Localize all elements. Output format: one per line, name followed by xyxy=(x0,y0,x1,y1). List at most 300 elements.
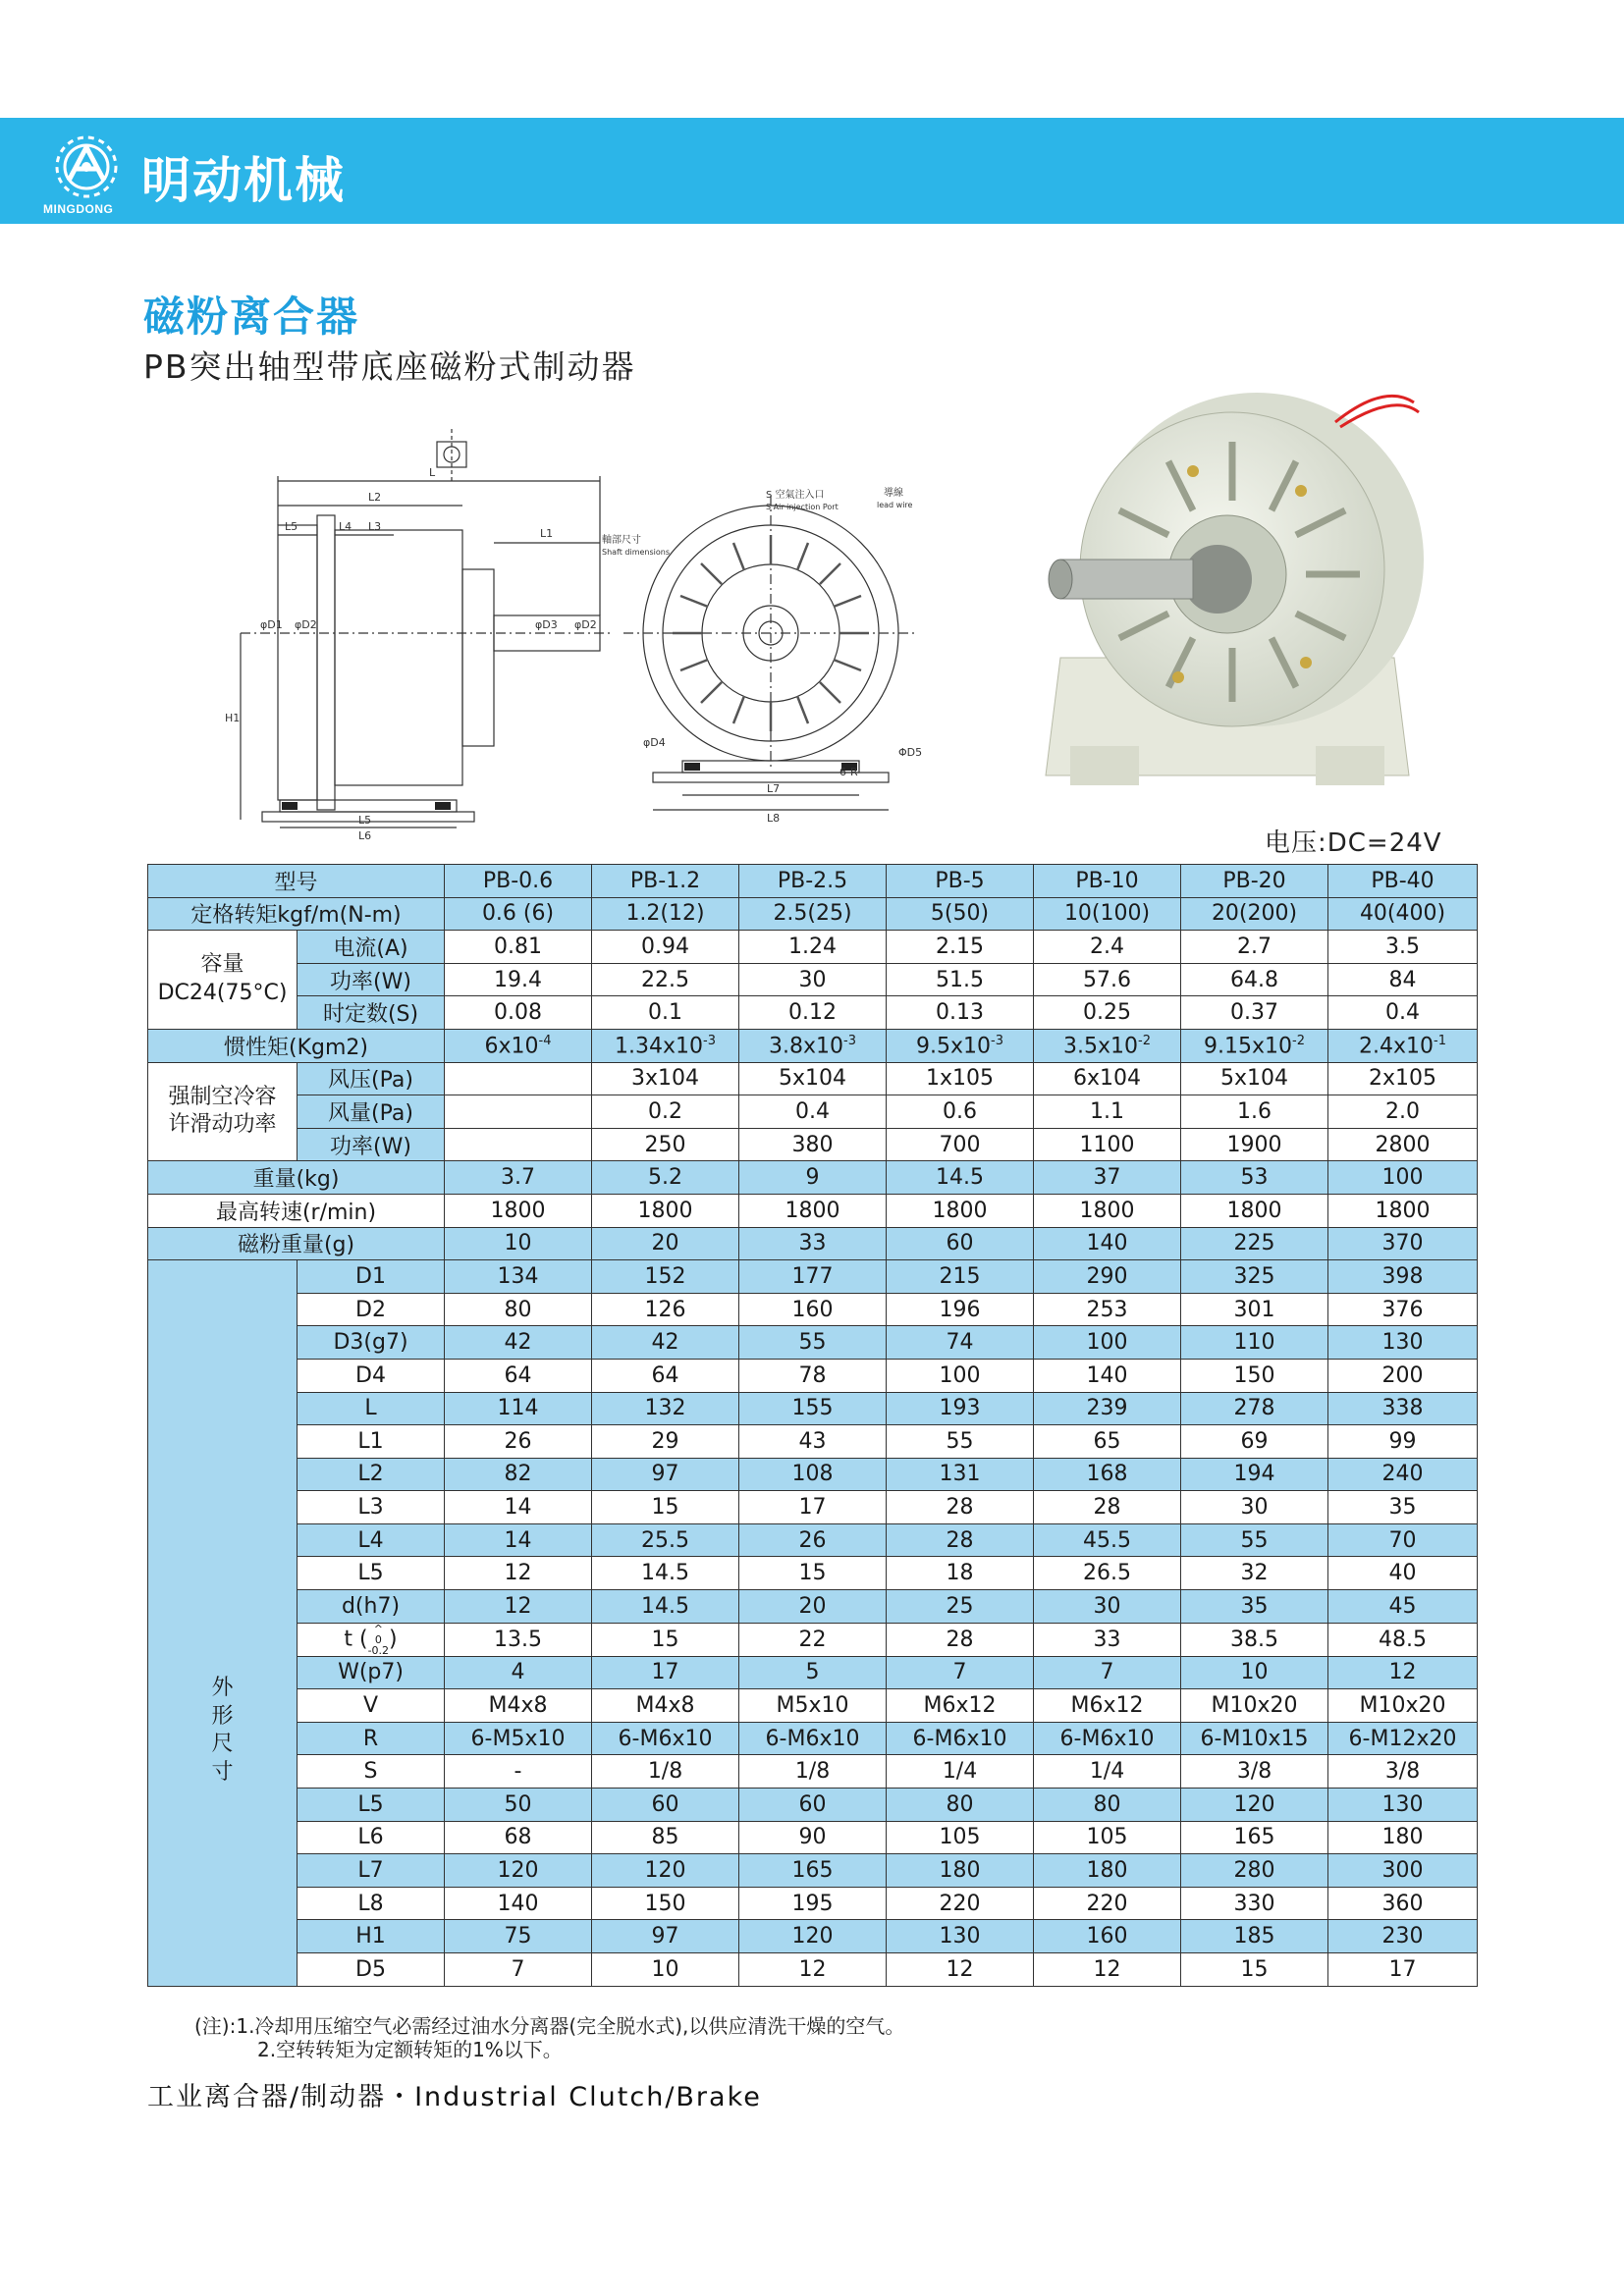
capacity-group-label xyxy=(148,931,298,1030)
dimension-group-char: 形 xyxy=(211,1703,234,1729)
sub-row-label: D5 xyxy=(298,1953,445,1987)
row-label: 重量(kg) xyxy=(148,1161,445,1195)
dim-label-phiD1: φD1 xyxy=(260,618,283,631)
value-cell: 30 xyxy=(1034,1590,1181,1624)
value-cell: 140 xyxy=(445,1887,592,1920)
sub-row-label: L8 xyxy=(298,1887,445,1920)
value-cell: 82 xyxy=(445,1458,592,1491)
value-cell: 160 xyxy=(739,1293,887,1326)
shaft-dimensions-label: 軸部尺寸 xyxy=(602,535,641,546)
value-cell: 3.7 xyxy=(445,1161,592,1195)
value-cell: 0.81 xyxy=(445,931,592,964)
value-cell: 380 xyxy=(739,1128,887,1161)
dim-label-L7: L7 xyxy=(767,782,781,795)
value-cell: 15 xyxy=(1181,1953,1328,1987)
value-cell: 18 xyxy=(887,1557,1034,1590)
value-cell: 200 xyxy=(1328,1359,1478,1392)
sub-row-label: L2 xyxy=(298,1458,445,1491)
table-row-inertia xyxy=(148,1029,1478,1062)
value-cell: 25.5 xyxy=(592,1523,739,1557)
value-cell: 0.4 xyxy=(1328,996,1478,1030)
table-row-capacity xyxy=(148,963,1478,996)
value-cell: 42 xyxy=(445,1326,592,1360)
value-cell: 100 xyxy=(887,1359,1034,1392)
value-cell: 78 xyxy=(739,1359,887,1392)
exponent: -2 xyxy=(1292,1033,1305,1048)
sub-row-label: 功率(W) xyxy=(298,963,445,996)
dim-label-L5: L5 xyxy=(285,520,298,533)
value-cell: 290 xyxy=(1034,1260,1181,1294)
value-cell: 29 xyxy=(592,1425,739,1459)
value-cell: 0.37 xyxy=(1181,996,1328,1030)
value-cell: 0.13 xyxy=(887,996,1034,1030)
value-cell: 130 xyxy=(1328,1789,1478,1822)
header-band xyxy=(0,118,1624,224)
value-cell: M6x12 xyxy=(887,1689,1034,1723)
value-cell: 10(100) xyxy=(1034,897,1181,931)
value-cell: 97 xyxy=(592,1458,739,1491)
value-cell: 338 xyxy=(1328,1392,1478,1425)
value-cell: 6x104 xyxy=(1034,1062,1181,1095)
value-cell: 220 xyxy=(1034,1887,1181,1920)
value-cell: 14 xyxy=(445,1523,592,1557)
dimension-group-label xyxy=(148,1260,298,1986)
table-row-capacity xyxy=(148,996,1478,1030)
table-row-single xyxy=(148,1161,1478,1195)
product-photo xyxy=(1021,363,1434,815)
value-cell: 278 xyxy=(1181,1392,1328,1425)
value-cell: 90 xyxy=(739,1821,887,1854)
table-row-dimension xyxy=(148,1689,1478,1723)
value-cell: 5(50) xyxy=(887,897,1034,931)
header-model-cell: PB-0.6 xyxy=(445,865,592,898)
table-row-dimension xyxy=(148,1590,1478,1624)
row-label: 惯性矩(Kgm2) xyxy=(148,1029,445,1062)
tolerance-lower: -0.2 xyxy=(367,1643,390,1657)
value-cell: 1900 xyxy=(1181,1128,1328,1161)
value-cell: 25 xyxy=(887,1590,1034,1624)
table-row-single xyxy=(148,1194,1478,1227)
value-cell: $3.5x10^{-2}$ xyxy=(1034,1029,1181,1062)
value-cell: 6-M5x10 xyxy=(445,1722,592,1755)
lead-wire-label: 導線 xyxy=(884,488,903,499)
table-row-dimension xyxy=(148,1656,1478,1689)
value-cell: 239 xyxy=(1034,1392,1181,1425)
value-cell: 177 xyxy=(739,1260,887,1294)
value-cell: 3/8 xyxy=(1181,1755,1328,1789)
value-cell: 13.5 xyxy=(445,1623,592,1656)
value-cell: 250 xyxy=(592,1128,739,1161)
value-cell: 2x105 xyxy=(1328,1062,1478,1095)
value-cell: 60 xyxy=(887,1227,1034,1260)
value-cell: 14.5 xyxy=(592,1557,739,1590)
value-cell: 55 xyxy=(1181,1523,1328,1557)
value-cell: 155 xyxy=(739,1392,887,1425)
table-row-dimension xyxy=(148,1821,1478,1854)
value-cell: 17 xyxy=(592,1656,739,1689)
dimension-group-char: 寸 xyxy=(211,1759,234,1785)
value-cell: 100 xyxy=(1034,1326,1181,1360)
header-model-cell: PB-40 xyxy=(1328,865,1478,898)
value-cell: 253 xyxy=(1034,1293,1181,1326)
value-cell: 17 xyxy=(739,1491,887,1524)
value-cell: 114 xyxy=(445,1392,592,1425)
sub-row-label: L6 xyxy=(298,1821,445,1854)
sub-row-label: W(p7) xyxy=(298,1656,445,1689)
header-model-label: 型号 xyxy=(148,865,445,898)
dim-label-L4: L4 xyxy=(339,520,352,533)
value-cell: 1800 xyxy=(445,1194,592,1227)
value-cell: 12 xyxy=(1328,1656,1478,1689)
value-cell: 165 xyxy=(739,1854,887,1888)
sub-row-label: L7 xyxy=(298,1854,445,1888)
value-cell: 105 xyxy=(1034,1821,1181,1854)
table-row-dimension xyxy=(148,1920,1478,1953)
air-port-label-en: S Air injection Port xyxy=(766,503,839,511)
value-cell: 80 xyxy=(445,1293,592,1326)
value-cell: 105 xyxy=(887,1821,1034,1854)
value-cell: 0.6 xyxy=(887,1095,1034,1129)
value-cell: $1.34x10^{-3}$ xyxy=(592,1029,739,1062)
value-cell: 1/8 xyxy=(739,1755,887,1789)
value-cell: 700 xyxy=(887,1128,1034,1161)
value-cell: 7 xyxy=(1034,1656,1181,1689)
dim-label-L5-bottom: L5 xyxy=(358,814,372,827)
value-cell xyxy=(445,1062,592,1095)
value-cell: 14.5 xyxy=(887,1161,1034,1195)
value-cell: 1x105 xyxy=(887,1062,1034,1095)
value-cell: 376 xyxy=(1328,1293,1478,1326)
value-cell: 5x104 xyxy=(1181,1062,1328,1095)
table-row-dimension xyxy=(148,1854,1478,1888)
value-cell: 50 xyxy=(445,1789,592,1822)
dimension-group-char: 外 xyxy=(211,1676,234,1701)
value-cell: 185 xyxy=(1181,1920,1328,1953)
product-category-title: 磁粉离合器 xyxy=(143,293,360,341)
footer-text: 工业离合器/制动器・Industrial Clutch/Brake xyxy=(147,2082,762,2112)
value-cell: M5x10 xyxy=(739,1689,887,1723)
value-cell: 2.5(25) xyxy=(739,897,887,931)
header-model-cell: PB-1.2 xyxy=(592,865,739,898)
value-cell: 57.6 xyxy=(1034,963,1181,996)
value-cell: 28 xyxy=(887,1623,1034,1656)
table-row-single xyxy=(148,1227,1478,1260)
value-cell: 15 xyxy=(592,1623,739,1656)
value-cell: 20(200) xyxy=(1181,897,1328,931)
value-cell: 26 xyxy=(739,1523,887,1557)
value-cell: M6x12 xyxy=(1034,1689,1181,1723)
row-label: 磁粉重量(g) xyxy=(148,1227,445,1260)
value-cell: 130 xyxy=(1328,1326,1478,1360)
value-cell: 1800 xyxy=(887,1194,1034,1227)
sub-row-label: 电流(A) xyxy=(298,931,445,964)
tolerance xyxy=(368,1624,389,1656)
value-cell: 152 xyxy=(592,1260,739,1294)
value-cell: 45.5 xyxy=(1034,1523,1181,1557)
sub-row-label: D4 xyxy=(298,1359,445,1392)
value-cell: 40(400) xyxy=(1328,897,1478,931)
value-cell: 33 xyxy=(1034,1623,1181,1656)
value-cell: 28 xyxy=(887,1523,1034,1557)
value-cell: 42 xyxy=(592,1326,739,1360)
value-cell: 240 xyxy=(1328,1458,1478,1491)
capacity-group-line1: 容量 xyxy=(200,952,244,978)
tolerance-mark: ^ xyxy=(373,1622,383,1635)
value-cell: 100 xyxy=(1328,1161,1478,1195)
dim-label-L8: L8 xyxy=(767,812,781,825)
value-cell: 196 xyxy=(887,1293,1034,1326)
table-row-dimension xyxy=(148,1359,1478,1392)
table-row-dimension xyxy=(148,1425,1478,1459)
table-row-dimension xyxy=(148,1887,1478,1920)
value-cell: $9.15x10^{-2}$ xyxy=(1181,1029,1328,1062)
value-cell: 5.2 xyxy=(592,1161,739,1195)
table-row-torque xyxy=(148,897,1478,931)
value-cell: 195 xyxy=(739,1887,887,1920)
value-cell: 80 xyxy=(1034,1789,1181,1822)
value-cell: 120 xyxy=(1181,1789,1328,1822)
value-cell: 7 xyxy=(887,1656,1034,1689)
dim-label-L6: L6 xyxy=(358,829,372,842)
table-row-dimension xyxy=(148,1392,1478,1425)
value-cell: 15 xyxy=(592,1491,739,1524)
value-cell: 370 xyxy=(1328,1227,1478,1260)
value-cell: 300 xyxy=(1328,1854,1478,1888)
value-cell: 65 xyxy=(1034,1425,1181,1459)
dim-label-H1: H1 xyxy=(225,712,241,724)
dim-label-phiD2: φD2 xyxy=(295,618,317,631)
sub-row-label: S xyxy=(298,1755,445,1789)
value-cell: 0.12 xyxy=(739,996,887,1030)
value-cell: 6-M6x10 xyxy=(887,1722,1034,1755)
tolerance-upper: 0 xyxy=(374,1632,382,1646)
sub-row-label: 风量(Pa) xyxy=(298,1095,445,1129)
dim-label-L: L xyxy=(429,466,436,479)
value-cell: M10x20 xyxy=(1328,1689,1478,1723)
value-cell: M4x8 xyxy=(592,1689,739,1723)
value-cell: 22 xyxy=(739,1623,887,1656)
value-cell: 53 xyxy=(1181,1161,1328,1195)
table-row-capacity xyxy=(148,931,1478,964)
value-cell: 64 xyxy=(592,1359,739,1392)
value-cell: 26 xyxy=(445,1425,592,1459)
value-cell: 330 xyxy=(1181,1887,1328,1920)
value-cell: 180 xyxy=(1328,1821,1478,1854)
value-cell: 14.5 xyxy=(592,1590,739,1624)
table-row-dimension xyxy=(148,1458,1478,1491)
value-cell: 99 xyxy=(1328,1425,1478,1459)
value-cell: 0.1 xyxy=(592,996,739,1030)
value-cell: 60 xyxy=(592,1789,739,1822)
value-cell: 6-M6x10 xyxy=(739,1722,887,1755)
value-cell: 2.15 xyxy=(887,931,1034,964)
value-cell: 193 xyxy=(887,1392,1034,1425)
value-cell: 2.4 xyxy=(1034,931,1181,964)
value-cell: 301 xyxy=(1181,1293,1328,1326)
value-cell: 225 xyxy=(1181,1227,1328,1260)
value-cell: 9 xyxy=(739,1161,887,1195)
value-cell: 360 xyxy=(1328,1887,1478,1920)
value-cell: M4x8 xyxy=(445,1689,592,1723)
technical-drawing xyxy=(221,407,947,842)
sub-row-label: L4 xyxy=(298,1523,445,1557)
sub-row-label: D1 xyxy=(298,1260,445,1294)
value-cell: 85 xyxy=(592,1821,739,1854)
sub-row-label: V xyxy=(298,1689,445,1723)
value-cell: 28 xyxy=(887,1491,1034,1524)
header-model-cell: PB-5 xyxy=(887,865,1034,898)
value-cell: 140 xyxy=(1034,1359,1181,1392)
value-cell: $9.5x10^{-3}$ xyxy=(887,1029,1034,1062)
value-cell: 55 xyxy=(739,1326,887,1360)
value-cell: 215 xyxy=(887,1260,1034,1294)
sub-row-label: H1 xyxy=(298,1920,445,1953)
capacity-group-line2: DC24(75°C) xyxy=(157,981,288,1006)
value-cell: 131 xyxy=(887,1458,1034,1491)
value-cell: 325 xyxy=(1181,1260,1328,1294)
value-cell: 0.4 xyxy=(739,1095,887,1129)
exponent: -2 xyxy=(1138,1033,1151,1048)
value-cell: 168 xyxy=(1034,1458,1181,1491)
value-cell: 74 xyxy=(887,1326,1034,1360)
row-label: 最高转速(r/min) xyxy=(148,1194,445,1227)
value-cell: 75 xyxy=(445,1920,592,1953)
value-cell: 220 xyxy=(887,1887,1034,1920)
table-row-dimension xyxy=(148,1722,1478,1755)
cooling-group-line1: 强制空冷容 xyxy=(168,1084,277,1109)
value-cell: 10 xyxy=(445,1227,592,1260)
exponent: -3 xyxy=(991,1033,1003,1048)
value-cell: 20 xyxy=(739,1590,887,1624)
dimension-group-char: 尺 xyxy=(211,1732,234,1757)
value-cell: 3.5 xyxy=(1328,931,1478,964)
header-model-cell: PB-2.5 xyxy=(739,865,887,898)
value-cell: 194 xyxy=(1181,1458,1328,1491)
table-row-dimension xyxy=(148,1326,1478,1360)
sub-row-label: t ( ^ 0 -0.2 ) xyxy=(298,1623,445,1656)
cooling-group-label xyxy=(148,1062,298,1161)
value-cell: 12 xyxy=(445,1590,592,1624)
table-row-dimension xyxy=(148,1755,1478,1789)
value-cell: 126 xyxy=(592,1293,739,1326)
value-cell: 230 xyxy=(1328,1920,1478,1953)
value-cell: 0.94 xyxy=(592,931,739,964)
dim-label-phiD3: φD3 xyxy=(535,618,558,631)
specification-table xyxy=(147,864,1478,1987)
value-cell: 180 xyxy=(887,1854,1034,1888)
exponent: -3 xyxy=(843,1033,856,1048)
header-model-cell: PB-20 xyxy=(1181,865,1328,898)
sub-row-label: L1 xyxy=(298,1425,445,1459)
value-cell: 165 xyxy=(1181,1821,1328,1854)
value-cell: 280 xyxy=(1181,1854,1328,1888)
value-cell: 140 xyxy=(1034,1227,1181,1260)
value-cell: 1800 xyxy=(1181,1194,1328,1227)
value-cell: 0.08 xyxy=(445,996,592,1030)
value-cell: 0.2 xyxy=(592,1095,739,1129)
value-cell: 51.5 xyxy=(887,963,1034,996)
sub-row-label: 风压(Pa) xyxy=(298,1062,445,1095)
value-cell: 84 xyxy=(1328,963,1478,996)
value-cell: 2.7 xyxy=(1181,931,1328,964)
value-cell: 1/4 xyxy=(1034,1755,1181,1789)
dim-label-L2: L2 xyxy=(368,491,382,504)
value-cell: $6x10^{-4}$ xyxy=(445,1029,592,1062)
value-cell: 0.6 (6) xyxy=(445,897,592,931)
air-port-label: S 空氣注入口 xyxy=(766,490,825,501)
value-cell: 30 xyxy=(1181,1491,1328,1524)
value-cell: 70 xyxy=(1328,1523,1478,1557)
header-model-cell: PB-10 xyxy=(1034,865,1181,898)
value-cell: 10 xyxy=(592,1953,739,1987)
value-cell: 64.8 xyxy=(1181,963,1328,996)
value-cell: 68 xyxy=(445,1821,592,1854)
value-cell: 45 xyxy=(1328,1590,1478,1624)
sub-row-label: L xyxy=(298,1392,445,1425)
value-cell: 398 xyxy=(1328,1260,1478,1294)
sub-row-label: L3 xyxy=(298,1491,445,1524)
value-cell: - xyxy=(445,1755,592,1789)
value-cell: 5x104 xyxy=(739,1062,887,1095)
sub-row-label: 时定数(S) xyxy=(298,996,445,1030)
sub-row-label: L5 xyxy=(298,1557,445,1590)
value-cell: 160 xyxy=(1034,1920,1181,1953)
value-cell: 150 xyxy=(1181,1359,1328,1392)
value-cell: 134 xyxy=(445,1260,592,1294)
table-row-dimension xyxy=(148,1557,1478,1590)
value-cell: 108 xyxy=(739,1458,887,1491)
table-row-cooling xyxy=(148,1095,1478,1129)
value-cell: 7 xyxy=(445,1953,592,1987)
value-cell: $3.8x10^{-3}$ xyxy=(739,1029,887,1062)
value-cell: 110 xyxy=(1181,1326,1328,1360)
value-cell: 20 xyxy=(592,1227,739,1260)
table-row-dimension xyxy=(148,1293,1478,1326)
value-cell: 17 xyxy=(1328,1953,1478,1987)
value-cell: 69 xyxy=(1181,1425,1328,1459)
dim-label-phiD2b: φD2 xyxy=(574,618,597,631)
value-cell: 120 xyxy=(592,1854,739,1888)
value-cell: 26.5 xyxy=(1034,1557,1181,1590)
value-cell: 1800 xyxy=(1328,1194,1478,1227)
value-cell: 14 xyxy=(445,1491,592,1524)
value-cell: 35 xyxy=(1328,1491,1478,1524)
note-line-1: (注):1.冷却用压缩空气必需经过油水分离器(完全脱水式),以供应清洗干燥的空气。 xyxy=(194,2014,905,2038)
value-cell: 1.2(12) xyxy=(592,897,739,931)
table-row-dimension xyxy=(148,1491,1478,1524)
value-cell: 132 xyxy=(592,1392,739,1425)
value-cell: 28 xyxy=(1034,1491,1181,1524)
value-cell: 130 xyxy=(887,1920,1034,1953)
value-cell: 1800 xyxy=(1034,1194,1181,1227)
row-label: 定格转矩kgf/m(N-m) xyxy=(148,897,445,931)
value-cell: 6-M6x10 xyxy=(592,1722,739,1755)
value-cell: 1800 xyxy=(739,1194,887,1227)
value-cell: 55 xyxy=(887,1425,1034,1459)
dim-label-phiD5: ΦD5 xyxy=(898,746,923,759)
value-cell: $2.4x10^{-1}$ xyxy=(1328,1029,1478,1062)
value-cell: 1800 xyxy=(592,1194,739,1227)
value-cell: 12 xyxy=(1034,1953,1181,1987)
dim-label-L1: L1 xyxy=(540,527,554,540)
value-cell: 37 xyxy=(1034,1161,1181,1195)
logo-text: MINGDONG xyxy=(43,202,114,216)
value-cell: 3/8 xyxy=(1328,1755,1478,1789)
table-header-row xyxy=(148,865,1478,898)
value-cell: 1.24 xyxy=(739,931,887,964)
value-cell: 3x104 xyxy=(592,1062,739,1095)
value-cell: 40 xyxy=(1328,1557,1478,1590)
